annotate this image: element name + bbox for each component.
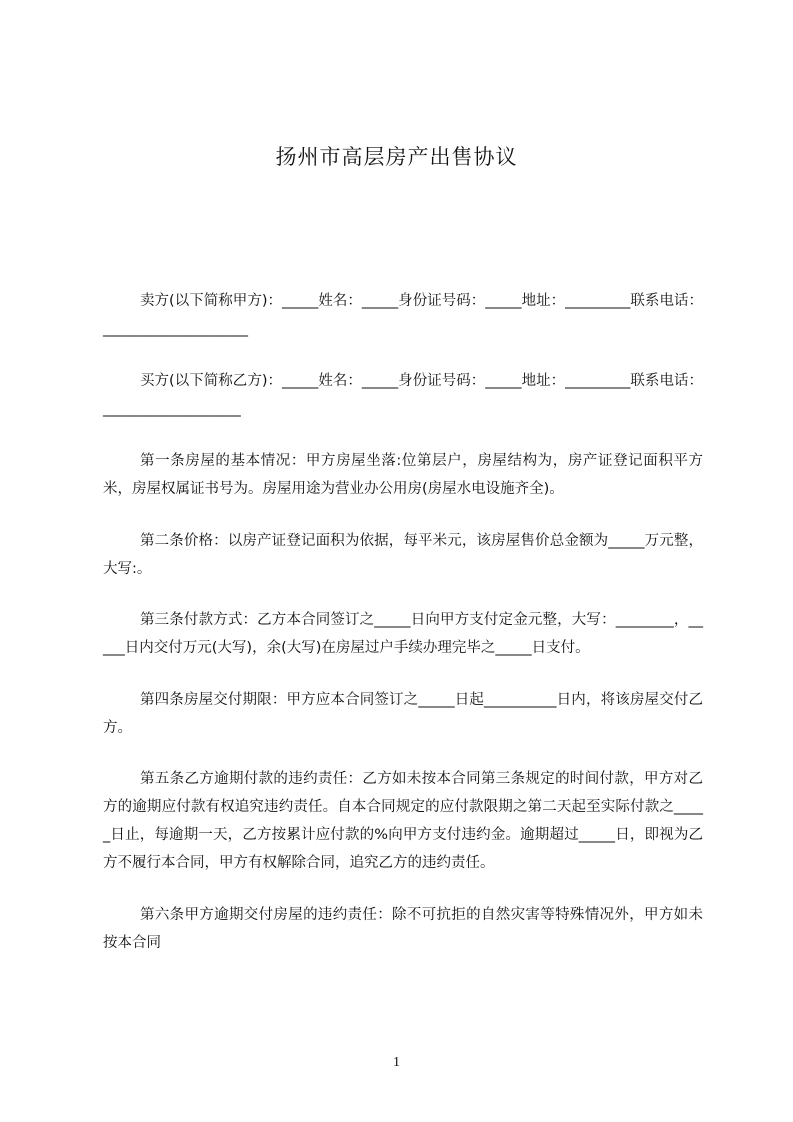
paragraph-article-5: 第五条乙方逾期付款的违约责任：乙方如未按本合同第三条规定的时间付款，甲方对乙方的逾期应付款有权追究违约责任。自本合同规定的应付款限期之第二天起至实际付款之_____日止，每逾期一天，乙方按累计应付款的%向甲方支付违约金。逾期超过_____日，即视为乙方不履行本合同，甲方有权解除合同，追究乙方的违约责任。 [103,771,703,871]
paragraph-article-3: 第三条付款方式：乙方本合同签订之_____日向甲方支付定金元整，大写：________，_____日内交付万元(大写)，余(大写)在房屋过户手续办理完毕之_____日支付。 [103,612,703,656]
paragraph-article-6: 第六条甲方逾期交付房屋的违约责任：除不可抗拒的自然灾害等特殊情况外，甲方如未按本合同 [103,907,703,951]
paragraph-seller: 卖方(以下简称甲方)：_____姓名：_____身份证号码：_____地址：_________联系电话：____________________ [103,293,703,337]
document-title: 扬州市高层房产出售协议 [275,145,518,169]
page-number: 1 [393,1055,400,1070]
paragraph-buyer: 买方(以下简称乙方)：_____姓名：_____身份证号码：_____地址：_________联系电话：___________________ [103,373,703,417]
paragraph-article-4: 第四条房屋交付期限：甲方应本合同签订之_____日起__________日内，将该房屋交付乙方。 [103,692,703,736]
paragraph-article-1: 第一条房屋的基本情况：甲方房屋坐落:位第层户，房屋结构为，房产证登记面积平方米，房屋权属证书号为。房屋用途为营业办公用房(房屋水电设施齐全)。 [103,453,703,497]
paragraph-article-2: 第二条价格：以房产证登记面积为依据，每平米元，该房屋售价总金额为_____万元整，大写:。 [103,533,703,577]
